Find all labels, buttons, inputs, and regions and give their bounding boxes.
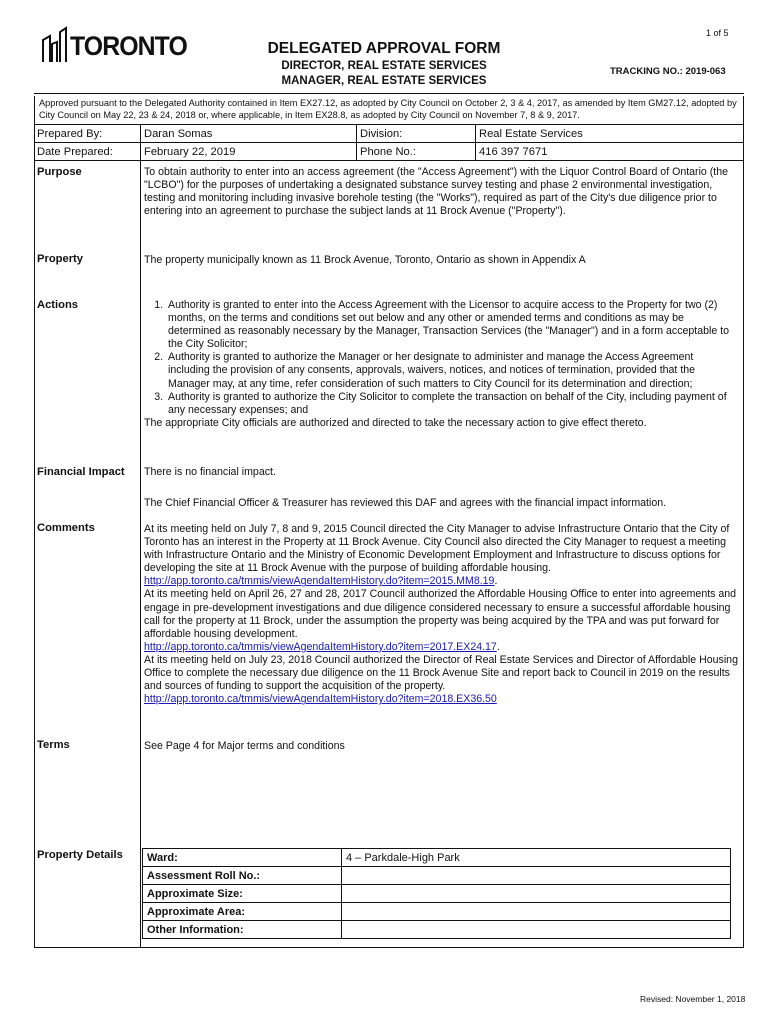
- division-label: Division:: [360, 128, 403, 140]
- form-title: DELEGATED APPROVAL FORM: [267, 40, 501, 57]
- purpose-label: Purpose: [37, 166, 82, 178]
- table-row: [143, 867, 731, 885]
- property-details-label: Property Details: [37, 849, 123, 861]
- revised-date: Revised: November 1, 2018: [640, 994, 746, 1004]
- approximate-area-label: Approximate Area:: [143, 903, 342, 921]
- prepared-by-label: Prepared By:: [37, 128, 103, 140]
- date-prepared-value: February 22, 2019: [144, 146, 236, 158]
- phone-label: Phone No.:: [360, 146, 416, 158]
- approximate-size-label: Approximate Size:: [143, 885, 342, 903]
- tracking-number: TRACKING NO.: 2019-063: [610, 66, 726, 77]
- column-divider: [140, 124, 141, 948]
- page-number: 1 of 5: [706, 28, 729, 38]
- logo-text: TORONTO: [70, 31, 187, 61]
- subtitle-manager: MANAGER, REAL ESTATE SERVICES: [281, 75, 487, 87]
- division-value: Real Estate Services: [479, 128, 583, 140]
- info-row-divider: [34, 142, 744, 143]
- financial-impact-label: Financial Impact: [37, 466, 125, 478]
- property-details-table: [142, 848, 731, 939]
- agenda-link-2017[interactable]: http://app.toronto.ca/tmmis/viewAgendaItemHistory.do?item=2017.EX24.17: [144, 640, 497, 653]
- table-row: [143, 849, 731, 867]
- property-text: The property municipally known as 11 Brock Avenue, Toronto, Ontario as shown in Appendix A: [144, 254, 586, 266]
- action-item: 3. Authority is granted to authorize the City Solicitor to complete the transaction on behalf of the City, including payment of any necessary expenses; and: [166, 391, 738, 417]
- action-item: 2. Authority is granted to authorize the Manager or her designate to administer and manage the Access Agreement including the provision of any consents, approvals, waivers, notices, and notices of termination, provided that the Manager may, at any time, refer consideration of such matters to City Council for its determination and direction;: [166, 351, 738, 390]
- prepared-by-value: Daran Somas: [144, 128, 213, 140]
- table-row: [143, 903, 731, 921]
- terms-label: Terms: [37, 739, 70, 751]
- table-row: [143, 921, 731, 939]
- approval-authority-text: Approved pursuant to the Delegated Authority contained in Item EX27.12, as adopted by City Council on October 2, 3 & 4, 2017, as amended by Item GM27.12, adopted by City Council on May 22, 23 & 24, 2018 or, where applicable, in Item EX28.8, as adopted by City Council on November 7, 8 & 9, 2017.: [34, 96, 744, 124]
- subtitle-director: DIRECTOR, REAL ESTATE SERVICES: [281, 60, 487, 72]
- property-label: Property: [37, 253, 84, 265]
- ward-value: 4 – Parkdale-High Park: [342, 849, 731, 867]
- ward-label: Ward:: [143, 849, 342, 867]
- phone-value: 416 397 7671: [479, 146, 548, 158]
- financial-review-text: The Chief Financial Officer & Treasurer has reviewed this DAF and agrees with the financial impact information.: [144, 497, 667, 509]
- comment-2017-text: At its meeting held on April 26, 27 and 28, 2017 Council authorized the Affordable Housing Office to enter into agreements and engage in pre-development investigations and due diligence considered necessary to ensure a successful affordable housing call for the property at 11 Brock, under the assumption the property was being acquired by the TPA and was put forward for affordable housing development.: [144, 588, 737, 640]
- agenda-link-2018[interactable]: http://app.toronto.ca/tmmis/viewAgendaItemHistory.do?item=2018.EX36.50: [144, 693, 497, 706]
- other-information-label: Other Information:: [143, 921, 342, 939]
- actions-label: Actions: [37, 299, 79, 311]
- comment-2015-text: At its meeting held on July 7, 8 and 9, 2015 Council directed the City Manager to advise Infrastructure Ontario that the City of Toronto has an interest in the Property at 11 Brock Avenue. City Council also directed the City Manager to request a meeting with Infrastructure Ontario and the Ministry of Economic Development Employment and Infrastructure to discuss options for developing the site at 11 Brock Avenue with the purpose of building affordable housing.: [144, 523, 730, 575]
- comment-2018-text: At its meeting held on July 23, 2018 Council authorized the Director of Real Estate Services and Director of Affordable Housing Office to complete the necessary due diligence on the 11 Brock Avenue Site and report back to Council in 2019 on the results and sources of funding to support the acquisition of the property.: [144, 653, 738, 693]
- approximate-size-value: [342, 885, 731, 903]
- info-bottom-divider: [34, 160, 744, 161]
- actions-closing: The appropriate City officials are authorized and directed to take the necessary action to give effect thereto.: [144, 416, 647, 429]
- comments-block: At its meeting held on July 7, 8 and 9, 2015 Council directed the City Manager to advise Infrastructure Ontario that the City of Toronto has an interest in the Property at 11 Brock Avenue. City Council also directed the City Manager to request a meeting with Infrastructure Ontario and the Ministry of Economic Development Employment and Infrastructure to discuss options for developing the site at 11 Brock Avenue with the purpose of building affordable housing. http://app.toronto.ca/tmmis/viewAgendaItemHistory.do?item=2015.MM8.19. At its meeting held on April 26, 27 and 28, 2017 Council authorized the Affordable Housing Office to enter into agreements and engage in pre-development investigations and due diligence considered necessary to ensure a successful affordable housing call for the property at 11 Brock, under the assumption the property was being acquired by the TPA and was put forward for affordable housing development. http://app.toronto.ca/tmmis/viewAgendaItemHistory.do?item=2017.EX24.17. At its meeting held on July 23, 2018 Council authorized the Director of Real Estate Services and Director of Affordable Housing Office to complete the necessary due diligence on the 11 Brock Avenue Site and report back to Council in 2019 on the results and sources of funding to support the acquisition of the property. http://app.toronto.ca/tmmis/viewAgendaItemHistory.do?item=2018.EX36.50: [144, 523, 738, 706]
- comments-label: Comments: [37, 522, 95, 534]
- actions-list: [144, 299, 738, 430]
- financial-impact-text: There is no financial impact.: [144, 466, 276, 478]
- purpose-text: To obtain authority to enter into an access agreement (the "Access Agreement") with the Liquor Control Board of Ontario (the "LCBO") for the purposes of undertaking a designated substance survey testing and phase 2 environmental investigation, testing and monitoring including invasive borehole testing (the "Works"), required as part of the City's due diligence prior to entering into an agreement to purchase the subject lands at 11 Brock Avenue ("Property").: [144, 166, 729, 218]
- top-divider: [34, 93, 744, 94]
- action-item: 1. Authority is granted to enter into the Access Agreement with the Licensor to acquire access to the Property for two (2) months, on the terms and conditions set out below and any other or amended terms and conditions as may be determined as reasonably necessary by the Manager, Transaction Services (the "Manager") and in a form acceptable to the City Solicitor;: [166, 299, 738, 351]
- table-row: [143, 885, 731, 903]
- terms-text: See Page 4 for Major terms and conditions: [144, 740, 345, 752]
- date-prepared-label: Date Prepared:: [37, 146, 113, 158]
- assessment-roll-label: Assessment Roll No.:: [143, 867, 342, 885]
- assessment-roll-value: [342, 867, 731, 885]
- approximate-area-value: [342, 903, 731, 921]
- agenda-link-2015[interactable]: http://app.toronto.ca/tmmis/viewAgendaItemHistory.do?item=2015.MM8.19: [144, 575, 495, 588]
- other-information-value: [342, 921, 731, 939]
